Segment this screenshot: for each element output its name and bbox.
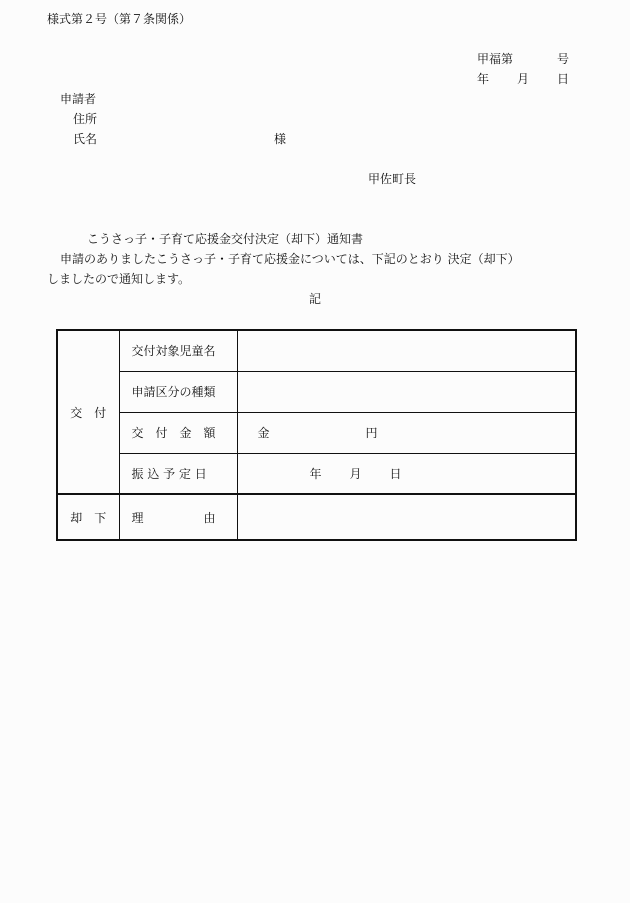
child-name-label: 交付対象児童名	[119, 330, 237, 371]
transfer-date-field[interactable]	[237, 453, 576, 494]
category-label: 申請区分の種類	[119, 371, 237, 412]
honorific: 様	[274, 132, 287, 146]
child-name-field[interactable]	[237, 330, 576, 371]
address-label: 住所	[73, 112, 98, 126]
transfer-date-label: 振 込 予 定 日	[119, 453, 237, 494]
amount-label: 交 付 金 額	[119, 412, 237, 453]
grant-section-label: 交 付	[57, 330, 119, 494]
date-year: 年	[477, 72, 490, 86]
amount-prefix: 金	[257, 426, 270, 440]
date-day: 日	[557, 72, 570, 86]
transfer-year: 年	[309, 466, 322, 481]
category-field[interactable]	[237, 371, 576, 412]
reject-section-label: 却 下	[57, 494, 119, 540]
applicant-label: 申請者	[60, 92, 97, 106]
date-month: 月	[517, 72, 530, 86]
ki-heading: 記	[309, 292, 322, 306]
transfer-month: 月	[349, 466, 362, 481]
name-label: 氏名	[73, 132, 98, 146]
issuer: 甲佐町長	[368, 172, 417, 186]
document-title: こうさっ子・子育て応援金交付決定（却下）通知書	[87, 232, 364, 246]
transfer-day: 日	[389, 466, 402, 481]
body-line-1: 申請のありましたこうさっ子・子育て応援金については、下記のとおり 決定（却下）	[60, 252, 520, 266]
amount-unit: 円	[365, 426, 378, 440]
reason-field[interactable]	[237, 494, 576, 540]
amount-field[interactable]	[237, 412, 576, 453]
form-number: 様式第２号（第７条関係）	[47, 12, 192, 26]
body-line-2: しましたので通知します。	[47, 272, 191, 286]
doc-number-suffix: 号	[557, 52, 570, 66]
reason-label: 理 由	[119, 494, 237, 540]
grant-table	[56, 329, 577, 541]
doc-number-prefix: 甲福第	[477, 52, 514, 66]
